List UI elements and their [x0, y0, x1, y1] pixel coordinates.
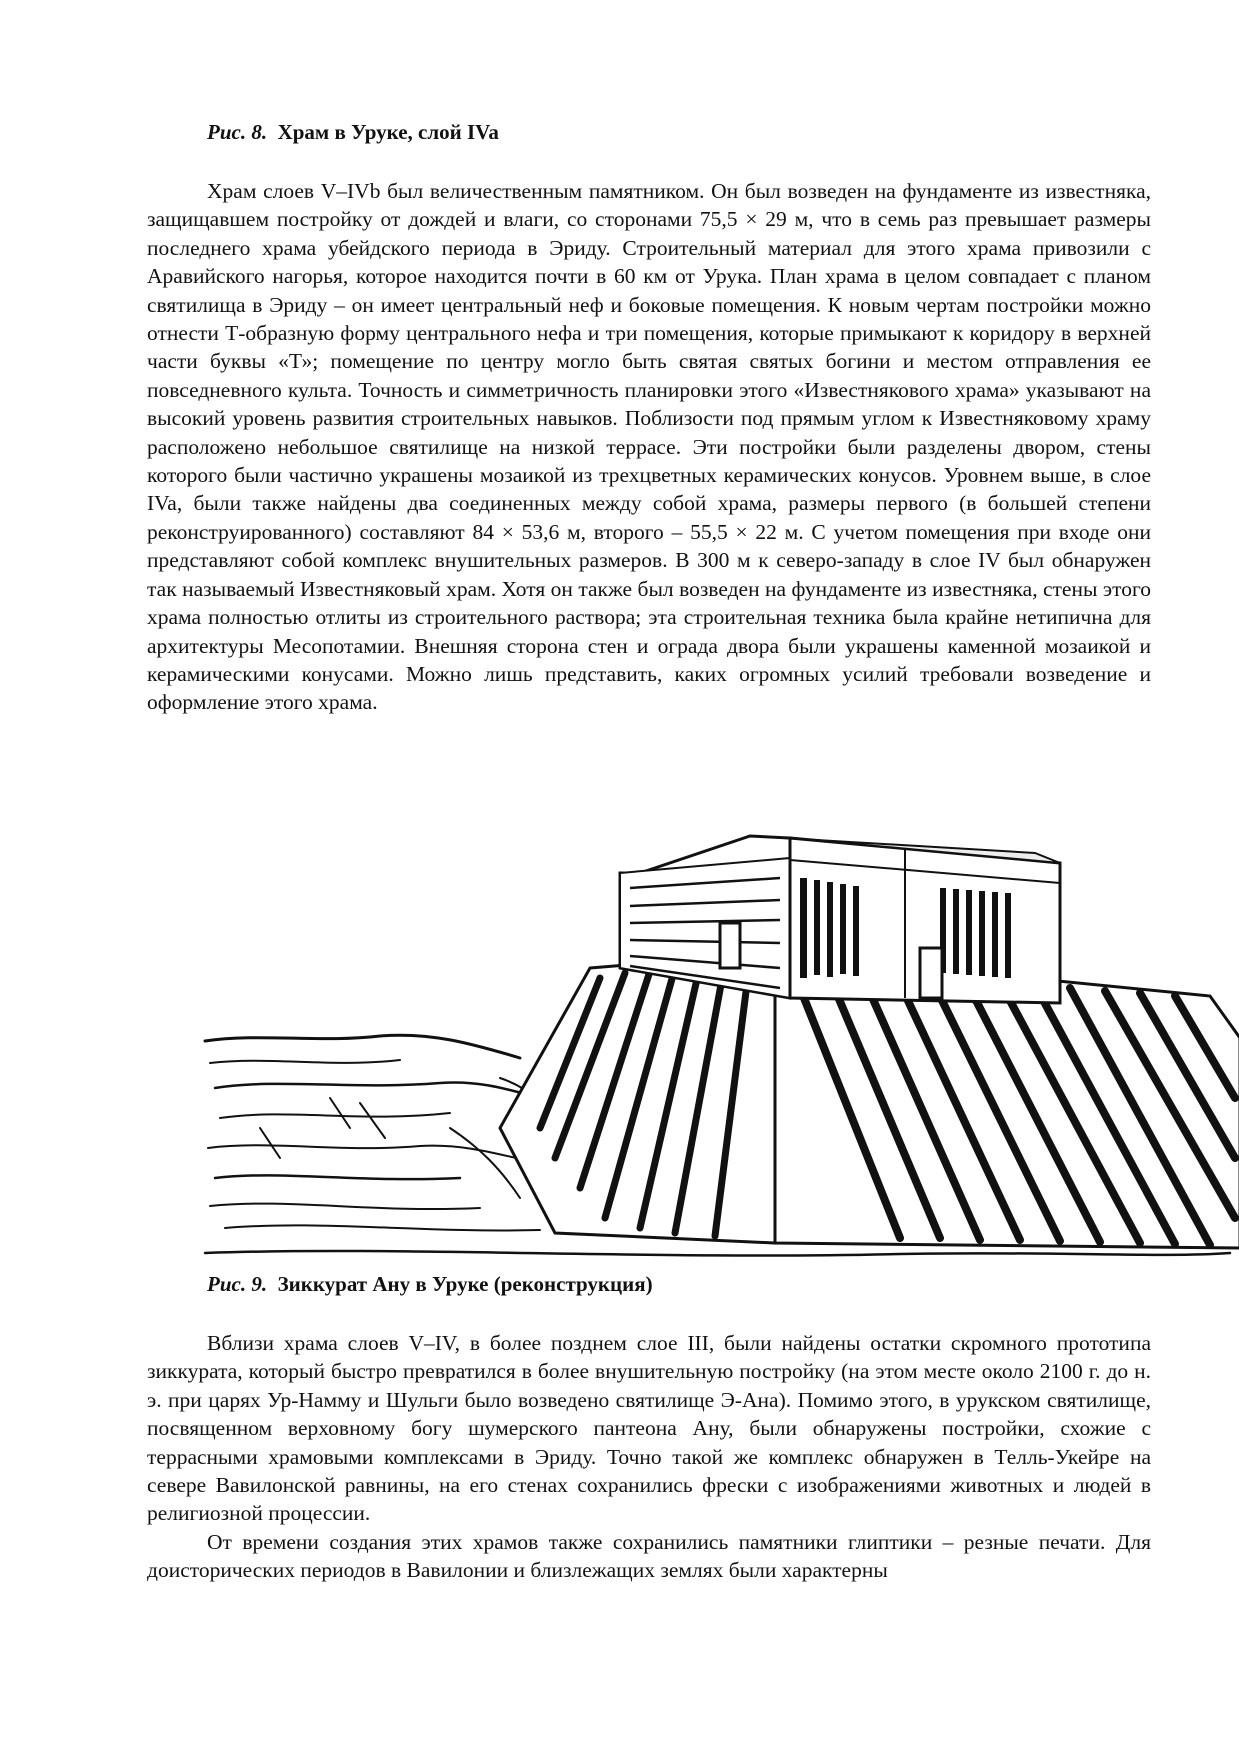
ziggurat-illustration: [200, 828, 1239, 1260]
figure-9-title: Зиккурат Ану в Уруке (реконструкция): [277, 1272, 653, 1296]
body-text-bottom: [147, 1329, 1151, 1585]
figure-8-caption: [207, 120, 499, 145]
body-text-top: [147, 177, 1151, 717]
figure-9-label: Рис. 9.: [207, 1272, 268, 1296]
paragraph-2: Вблизи храма слоев V–IV, в более позднем слое III, были найдены остатки скромного прототипа зиккурата, который быстро превратился в более внушительную постройку (на этом месте около 2100 г. до н. э. при царях Ур-Намму и Шульги было возведено святилище Э-Ана). Помимо этого, в урукском святилище, посвященном верховному богу шумерского пантеона Ану, были обнаружены постройки, схожие с террасными храмовыми комплексами в Эриду. Точно такой же комплекс обнаружен в Телль-Укейре на севере Вавилонской равнины, на его стенах сохранились фрески с изображениями животных и людей в религиозной процессии.: [147, 1331, 1151, 1526]
figure-9-caption: [207, 1272, 653, 1297]
white-temple: [620, 836, 1060, 1003]
figure-8-title: Храм в Уруке, слой IVa: [277, 120, 499, 144]
paragraph-3: От времени создания этих храмов также сохранились памятники глиптики – резные печати. Для доисторических периодов в Вавилонии и близлежащих землях были характерны: [147, 1529, 1151, 1583]
paragraph-1: Храм слоев V–IVb был величественным памятником. Он был возведен на фундаменте из известняка, защищавшем постройку от дождей и влаги, со сторонами 75,5 × 29 м, что в семь раз превышает размеры последнего храма убейдского периода в Эриду. Строительный материал для этого храма привозили с Аравийского нагорья, которое находится почти в 60 км от Урука. План храма в целом совпадает с планом святилища в Эриду – он имеет центральный неф и боковые помещения. К новым чертам постройки можно отнести Т-образную форму центрального нефа и три помещения, которые примыкают к коридору в верхней части буквы «Т»; помещение по центру могло быть святая святых богини и местом отправления ее повседневного культа. Точность и симметричность планировки этого «Известнякового храма» указывают на высокий уровень развития строительных навыков. Поблизости под прямым углом к Известняковому храму расположено небольшое святилище на низкой террасе. Эти постройки были разделены двором, стены которого были частично украшены мозаикой из трехцветных керамических конусов. Уровнем выше, в слое IVa, были также найдены два соединенных между собой храма, размеры первого (в большей степени реконструированного) составляют 84 × 53,6 м, второго – 55,5 × 22 м. С учетом помещения при входе они представляют собой комплекс внушительных размеров. В 300 м к северо-западу в слое IV был обнаружен так называемый Известняковый храм. Хотя он также был возведен на фундаменте из известняка, стены этого храма полностью отлиты из строительного раствора; эта строительная техника была крайне нетипична для архитектуры Месопотамии. Внешняя сторона стен и ограда двора были украшены каменной мозаикой и керамическими конусами. Можно лишь представить, каких огромных усилий требовали возведение и оформление этого храма.: [147, 179, 1151, 715]
figure-8-label: Рис. 8.: [207, 120, 268, 144]
